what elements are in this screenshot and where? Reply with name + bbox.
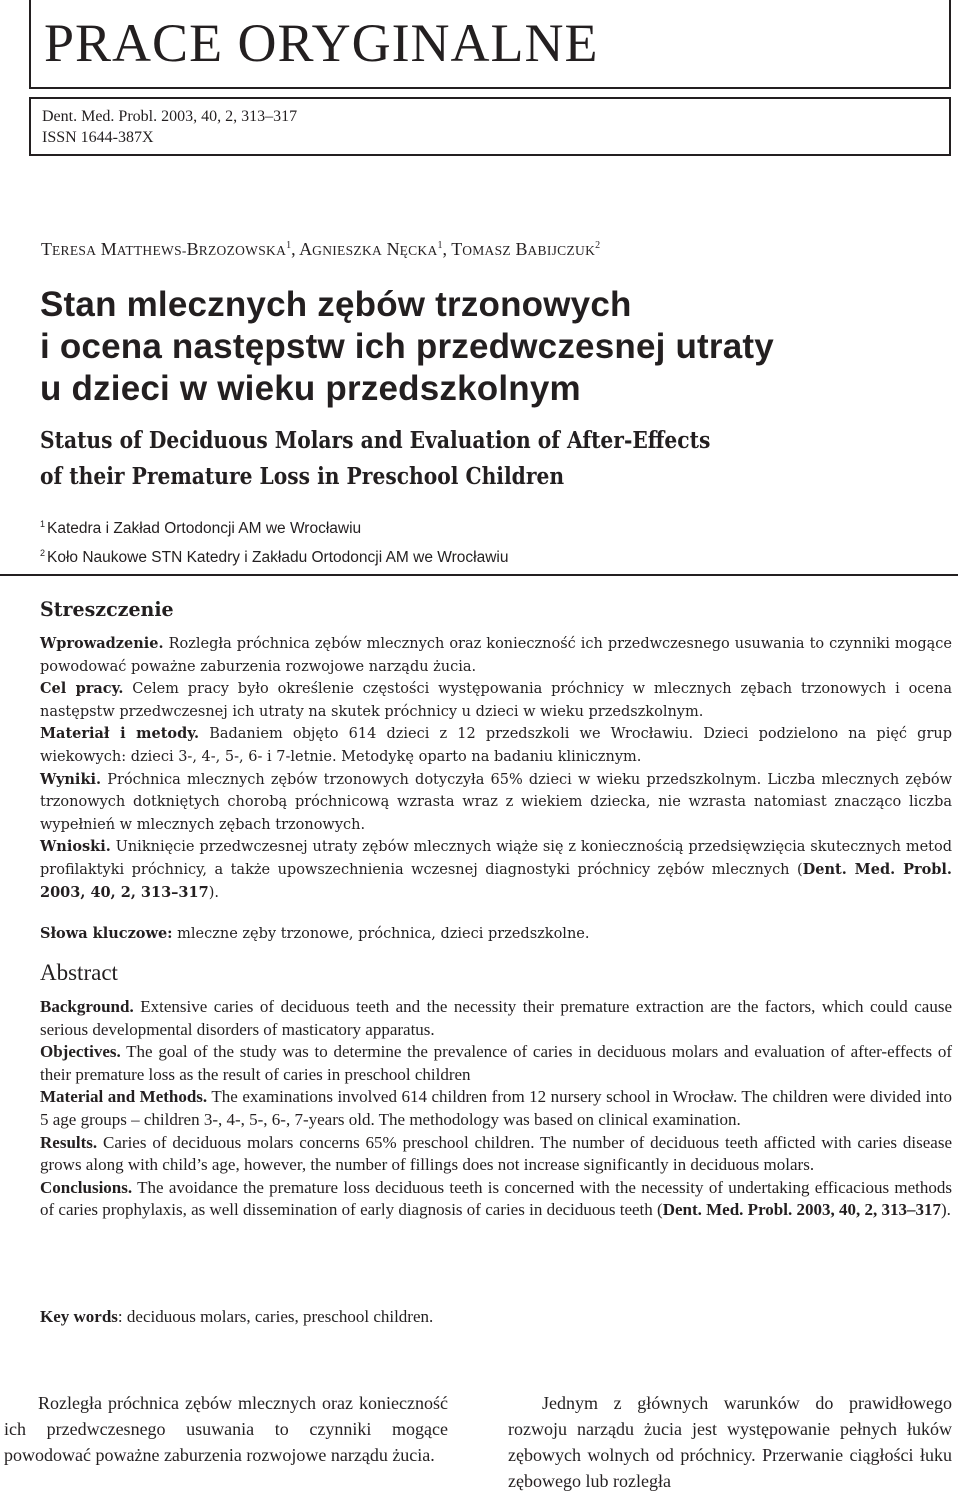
citation-box [29, 97, 951, 156]
title-polish: Stan mlecznych zębów trzonowych i ocena następstw ich przedwczesnej utraty u dzieci w wieku przedszkolnym [40, 285, 774, 408]
divider [0, 574, 958, 576]
author-3: TOMASZ BABIJCZUK$^2$ [451, 239, 601, 259]
streszczenie-heading: Streszczenie [40, 597, 174, 621]
section-title: PRACE ORYGINALNE [44, 13, 599, 73]
abstract-body: Background. Extensive caries of deciduous teeth and the necessity their premature extraction are the factors, which could cause serious developmental disorders of masticatory apparatus. Objectives. The goal of the study was to determine the prevalence of caries in deciduous molars and evaluation of after-effects of their premature loss as the result of caries in preschool children Material and Methods. The examinations involved 614 children from 12 nursery school in Wrocław. The children were divided into 5 age groups – children 3-, 4-, 5-, 6-, 7-years old. The methodology was based on clinical examination. Results. Caries of deciduous molars concerns 65% preschool children. The number of deciduous teeth afficted with caries disease grows along with child’s age, however, the number of fillings does not increase significantly in deciduous molars. Conclusions. The avoidance the premature loss deciduous teeth is concerned with the necessity of undertaking efficacious methods of caries prophylaxis, as well dissemination of early diagnosis of caries in deciduous teeth (Dent. Med. Probl. 2003, 40, 2, 313–317). [40, 997, 952, 1220]
body-column-right: Jednym z głównych warunków do prawidłowego rozwoju narządu żucia jest występowanie pełnych łuków zębowych wolnych od próchnicy. Przerwanie ciągłości łuku zębowego lub rozległa [508, 1393, 952, 1491]
key-words: Key words: deciduous molars, caries, preschool children. [40, 1307, 434, 1326]
affiliation-2: $^2$ Koło Naukowe STN Katedry i Zakładu Ortodoncji AM we Wrocławiu [40, 548, 509, 567]
issn: ISSN 1644-387X [42, 129, 154, 146]
author-2: AGNIESZKA NĘCKA$^1$ [299, 239, 443, 259]
journal-reference: Dent. Med. Probl. 2003, 40, 2, 313–317 [42, 108, 298, 125]
author-1: TERESA MATTHEWS-BRZOZOWSKA$^1$ [41, 239, 292, 259]
section-banner [29, 0, 951, 89]
affiliation-1: $^1$ Katedra i Zakład Ortodoncji AM we Wrocławiu [40, 519, 362, 538]
title-english: Status of Deciduous Molars and Evaluation of After-Effects of their Premature Loss in Preschool Children [40, 427, 711, 490]
author-list: TERESA MATTHEWS-BRZOZOWSKA$^1$, AGNIESZKA NĘCKA$^1$, TOMASZ BABIJCZUK$^2$ [41, 239, 601, 259]
abstract-heading: Abstract [40, 960, 118, 985]
streszczenie-body: Wprowadzenie. Rozległa próchnica zębów mlecznych oraz konieczność ich przedwczesnego usuwania to czynniki mogące powodować poważne zaburzenia rozwojowe narządu żucia. Cel pracy. Celem pracy było określenie częstości występowania próchnicy w mlecznych zębach trzonowych i ocena następstw przedwczesnej ich utraty na skutek próchnicy u dzieci w wieku przedszkolnym. Materiał i metody. Badaniem objęto 614 dzieci z 12 przedszkoli we Wrocławiu. Dzieci podzielono na pięć grup wiekowych: dzieci 3-, 4-, 5-, 6- i 7-letnie. Metodykę oparto na badaniu klinicznym. Wyniki. Próchnica mlecznych zębów trzonowych dotyczyła 65% dzieci w wieku przedszkolnym. Liczba mlecznych zębów trzonowych dotkniętych chorobą próchnicową wzrasta wraz z wiekiem dziecka, nie wzrasta natomiast znacząco liczba wypełnień w mlecznych zębach trzonowych. Wnioski. Uniknięcie przedwczesnej utraty zębów mlecznych wiąże się z koniecznością przedsięwzięcia skutecznych metod profilaktyki próchnicy, a także upowszechnienia wczesnej diagnostyki próchnicy zębów mlecznych (Dent. Med. Probl. 2003, 40, 2, 313–317). [40, 635, 953, 901]
body-column-left: Rozległa próchnica zębów mlecznych oraz konieczność ich przedwczesnego usuwania to czynniki mogące powodować poważne zaburzenia rozwojowe narządu żucia. [4, 1393, 448, 1465]
affiliations [40, 512, 508, 570]
slowa-kluczowe: Słowa kluczowe: mleczne zęby trzonowe, próchnica, dzieci przedszkolne. [40, 925, 590, 942]
